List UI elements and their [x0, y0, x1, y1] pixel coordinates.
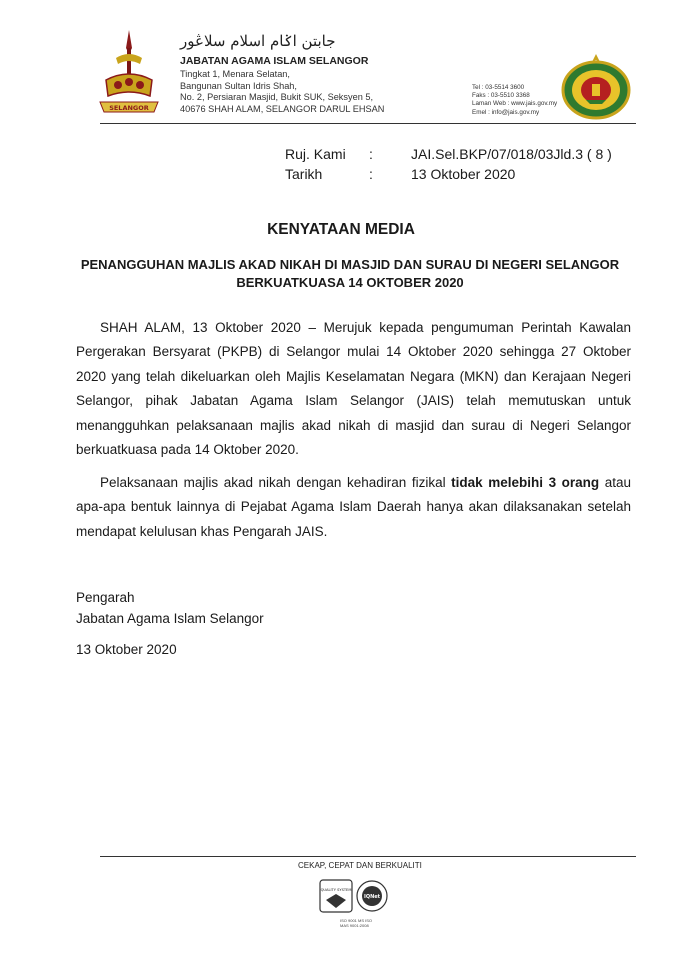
- paragraph-2-emphasis: tidak melebihi 3 orang: [451, 475, 600, 490]
- tarikh-colon: :: [369, 166, 373, 182]
- certification-text: [340, 918, 372, 928]
- address-line: Bangunan Sultan Idris Shah,: [180, 80, 297, 91]
- contact-line: Emel : info@jais.gov.my: [472, 108, 540, 116]
- address-line: No. 2, Persiaran Masjid, Bukit SUK, Seksyen 5,: [180, 92, 374, 102]
- certification-badges: [318, 878, 390, 916]
- ruj-colon: :: [369, 146, 373, 162]
- contact-line: Tel : 03-5514 3600: [472, 84, 525, 91]
- address-line: Tingkat 1, Menara Selatan,: [180, 69, 290, 79]
- selangor-crest-logo: [96, 28, 162, 120]
- paragraph-1-text: SHAH ALAM, 13 Oktober 2020 – Merujuk kepada pengumuman Perintah Kawalan Pergerakan Bersyarat (PKPB) di Selangor mulai 14 Oktober 2020 sehingga 27 Oktober 2020 yang telah dikeluarkan oleh Majlis Keselamatan Negara (MKN) dan Kerajaan Negeri Selangor, pihak Jabatan Agama Islam Selangor (JAIS) telah memutuskan untuk menangguhkan pelaksanaan majlis akad nikah di masjid dan surau di Negeri Selangor berkuatkuasa pada 14 Oktober 2020.: [76, 320, 631, 458]
- signatory-department: Jabatan Agama Islam Selangor: [76, 611, 264, 626]
- footer-divider: [100, 856, 636, 857]
- signatory-block: [76, 587, 264, 629]
- closing-date: 13 Oktober 2020: [76, 642, 177, 657]
- crest-ribbon-text: SELANGOR: [109, 104, 149, 112]
- document-subtitle: PENANGGUHAN MAJLIS AKAD NIKAH DI MASJID DAN SURAU DI NEGERI SELANGOR BERKUATKUASA 14 OKTOBER 2020: [80, 257, 620, 290]
- header-divider: [100, 123, 636, 124]
- badge2-text: IQNet: [363, 894, 381, 900]
- ruj-label: Ruj. Kami: [285, 146, 346, 162]
- tarikh-value: 13 Oktober 2020: [411, 166, 516, 182]
- document-title: KENYATAAN MEDIA: [267, 221, 415, 238]
- address-line: 40676 SHAH ALAM, SELANGOR DARUL EHSAN: [180, 103, 385, 114]
- contact-block: [472, 84, 557, 117]
- contact-line: Faks : 03-5510 3368: [472, 92, 530, 100]
- organization-name: JABATAN AGAMA ISLAM SELANGOR: [180, 55, 369, 67]
- cert-line: ISO 9001 MS ISO: [340, 918, 373, 923]
- ruj-value: JAI.Sel.BKP/07/018/03Jld.3 ( 8 ): [411, 146, 612, 162]
- contact-line: Laman Web : www.jais.gov.my: [472, 100, 558, 108]
- paragraph-2-end: atau apa-apa bentuk lainnya di Pejabat Agama Islam Daerah hanya akan dilaksanakan setelah mendapat kelulusan khas Pengarah JAIS.: [76, 475, 631, 539]
- address-block: [180, 69, 384, 115]
- badge1-text: QUALITY SYSTEM: [320, 888, 352, 892]
- signatory-position: Pengarah: [76, 590, 135, 605]
- cert-line: MAS 9001:2008: [340, 923, 369, 928]
- paragraph-2-start: Pelaksanaan majlis akad nikah dengan kehadiran fizikal: [100, 475, 452, 490]
- jais-emblem-logo: [560, 52, 632, 120]
- body-paragraph-1: [76, 316, 631, 462]
- footer-motto: CEKAP, CEPAT DAN BERKUALITI: [298, 861, 422, 870]
- tarikh-label: Tarikh: [285, 166, 323, 182]
- jawi-department-name: جابتن اݢام اسلام سلاڠور: [180, 32, 336, 50]
- body-paragraph-2: [76, 471, 631, 544]
